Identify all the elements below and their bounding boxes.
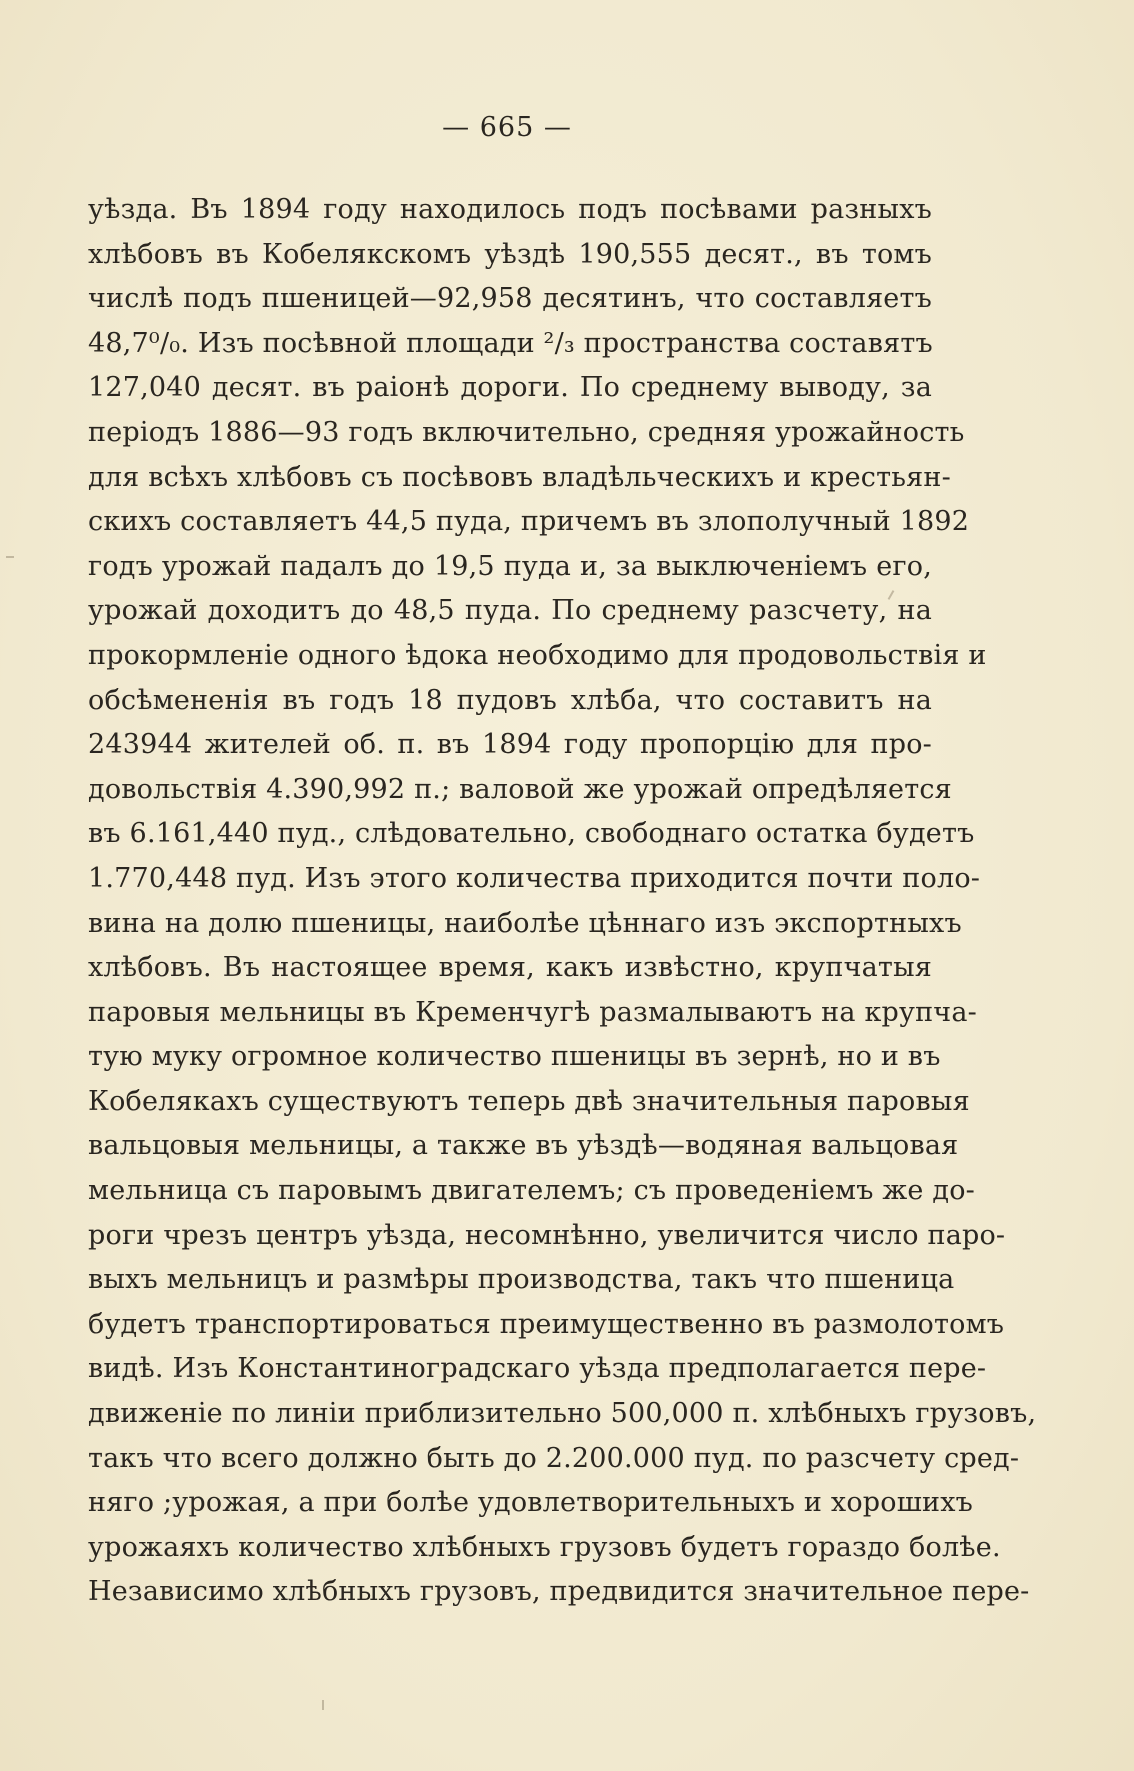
text-line: 1.770,448 пуд. Изъ этого количества приходится почти поло-: [88, 862, 981, 894]
text-line: скихъ составляетъ 44,5 пуда, причемъ въ злополучный 1892: [88, 506, 970, 538]
text-line: урожай доходитъ до 48,5 пуда. По среднему разсчету, на: [88, 595, 932, 627]
text-line: такъ что всего должно быть до 2.200.000 пуд. по разсчету сред-: [88, 1442, 1020, 1474]
text-line: вальцовыя мельницы, а также въ уѣздѣ—водяная вальцовая: [88, 1130, 959, 1162]
text-line: прокормленіе одного ѣдока необходимо для продовольствія и: [88, 639, 987, 671]
text-line: будетъ транспортироваться преимущественно въ размолотомъ: [88, 1308, 1005, 1340]
text-line: 48,7⁰/₀. Изъ посѣвной площади ²/₃ пространства составятъ: [88, 327, 933, 359]
text-line: няго ;урожая, а при болѣе удовлетворительныхъ и хорошихъ: [88, 1487, 974, 1519]
text-line: выхъ мельницъ и размѣры производства, такъ что пшеница: [88, 1264, 955, 1296]
text-line: уѣзда. Въ 1894 году находилось подъ посѣвами разныхъ: [88, 194, 932, 225]
text-line: роги чрезъ центръ уѣзда, несомнѣнно, увеличится число паро-: [88, 1219, 1006, 1251]
text-line: вина на долю пшеницы, наиболѣе цѣннаго изъ экспортныхъ: [88, 907, 962, 939]
text-line: движеніе по линіи приблизительно 500,000 п. хлѣбныхъ грузовъ,: [88, 1398, 1037, 1430]
text-line: 127,040 десят. въ раіонѣ дороги. По среднему выводу, за: [88, 372, 932, 404]
text-line: довольствія 4.390,992 п.; валовой же урожай опредѣляется: [88, 773, 952, 805]
text-line: 243944 жителей об. п. въ 1894 году пропорцію для про-: [88, 729, 932, 761]
text-line: Независимо хлѣбныхъ грузовъ, предвидится значительное пере-: [88, 1576, 1030, 1608]
text-line: годъ урожай падалъ до 19,5 пуда и, за выключеніемъ его,: [88, 550, 932, 582]
text-line: періодъ 1886—93 годъ включительно, средняя урожайность: [88, 416, 965, 448]
paper-speck: [322, 1700, 324, 1710]
text-line: видѣ. Изъ Константиноградскаго уѣзда предполагается пере-: [88, 1353, 987, 1385]
text-line: паровыя мельницы въ Кременчугѣ размалываютъ на крупча-: [88, 996, 977, 1028]
paper-speck: [6, 556, 14, 558]
text-line: хлѣбовъ. Въ настоящее время, какъ извѣстно, крупчатыя: [88, 952, 932, 984]
text-line: числѣ подъ пшеницей—92,958 десятинъ, что составляетъ: [88, 283, 932, 315]
text-line: обсѣмененія въ годъ 18 пудовъ хлѣба, что составитъ на: [88, 684, 932, 716]
text-line: для всѣхъ хлѣбовъ съ посѣвовъ владѣльческихъ и крестьян-: [88, 461, 951, 493]
body-text: [88, 188, 1037, 1615]
text-line: урожаяхъ количество хлѣбныхъ грузовъ будетъ гораздо болѣе.: [88, 1531, 1001, 1563]
page-number: — 665 —: [442, 112, 572, 143]
text-line: тую муку огромное количество пшеницы въ зернѣ, но и въ: [88, 1041, 941, 1073]
text-line: мельница съ паровымъ двигателемъ; съ проведеніемъ же до-: [88, 1175, 975, 1207]
text-line: хлѣбовъ въ Кобелякскомъ уѣздѣ 190,555 десят., въ томъ: [88, 238, 932, 270]
text-line: въ 6.161,440 пуд., слѣдовательно, свободнаго остатка будетъ: [88, 818, 975, 850]
text-line: Кобелякахъ существуютъ теперь двѣ значительныя паровыя: [88, 1085, 970, 1117]
